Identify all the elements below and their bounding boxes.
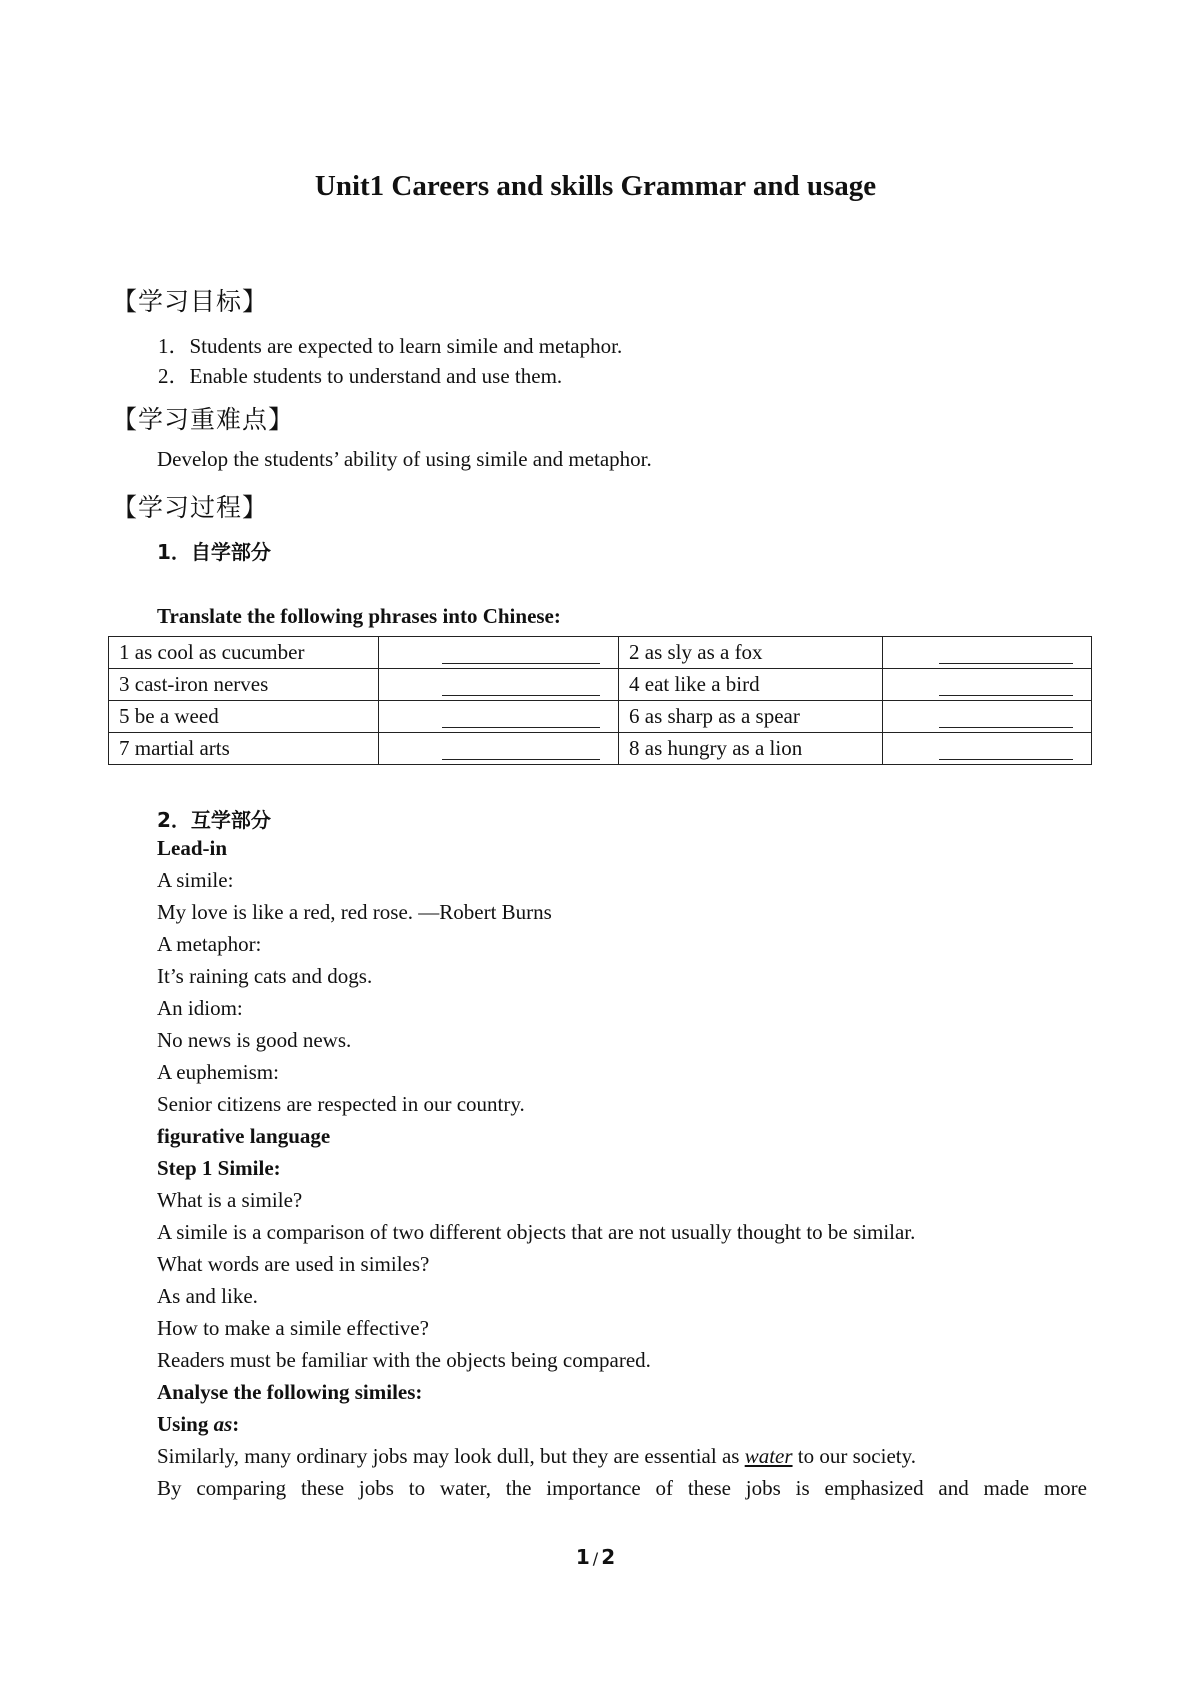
phrases-table — [108, 636, 1092, 765]
blank-line — [939, 709, 1073, 728]
text-line: Senior citizens are respected in our country. — [157, 1092, 525, 1116]
text-line: A metaphor: — [157, 932, 262, 956]
using-colon: : — [232, 1412, 240, 1436]
blank-line — [939, 645, 1073, 664]
phrase-cell: 7 martial arts — [109, 733, 379, 765]
text-line: As and like. — [157, 1284, 258, 1308]
text-line: What is a simile? — [157, 1188, 303, 1212]
text-line: An idiom: — [157, 996, 243, 1020]
table-row — [109, 733, 1092, 765]
part1-instruction: Translate the following phrases into Chinese: — [157, 604, 561, 628]
blank-line — [939, 677, 1073, 696]
blank-line — [442, 645, 600, 664]
text-line: Readers must be familiar with the objects being compared. — [157, 1348, 651, 1372]
answer-blank[interactable] — [883, 701, 1092, 733]
phrase-cell: 2 as sly as a fox — [619, 637, 883, 669]
phrase-cell: 3 cast-iron nerves — [109, 669, 379, 701]
phrase-cell: 5 be a weed — [109, 701, 379, 733]
step1-heading: Step 1 Simile: — [157, 1156, 281, 1180]
objective-item-2: 2．Enable students to understand and use them. — [158, 364, 563, 388]
key-points-text: Develop the students’ ability of using simile and metaphor. — [157, 447, 652, 471]
text-line: How to make a simile effective? — [157, 1316, 429, 1340]
answer-blank[interactable] — [379, 733, 619, 765]
blank-line — [442, 741, 600, 760]
phrase-cell: 4 eat like a bird — [619, 669, 883, 701]
page-title: Unit1 Careers and skills Grammar and usage — [314, 170, 877, 202]
answer-blank[interactable] — [883, 637, 1092, 669]
answer-blank[interactable] — [883, 733, 1092, 765]
page-total: 2 — [601, 1545, 616, 1569]
phrase-cell: 1 as cool as cucumber — [109, 637, 379, 669]
example-sentence — [157, 1444, 916, 1469]
figurative-language-label: figurative language — [157, 1124, 331, 1148]
answer-blank[interactable] — [883, 669, 1092, 701]
table-row — [109, 669, 1092, 701]
text-line: A simile is a comparison of two different objects that are not usually thought to be similar. — [157, 1220, 916, 1244]
page-separator: / — [592, 1549, 599, 1568]
answer-blank[interactable] — [379, 669, 619, 701]
blank-line — [442, 677, 600, 696]
process-heading: 【学习过程】 — [112, 493, 269, 522]
phrase-cell: 6 as sharp as a spear — [619, 701, 883, 733]
blank-line — [939, 741, 1073, 760]
using-word: as — [213, 1412, 233, 1436]
example-explanation: By comparing these jobs to water, the importance of these jobs is emphasized and made more — [157, 1476, 1087, 1500]
objective-item-1: 1．Students are expected to learn simile and metaphor. — [158, 334, 623, 358]
example-word: water — [744, 1444, 793, 1468]
table-row — [109, 701, 1092, 733]
page-current: 1 — [575, 1545, 590, 1569]
text-line: A euphemism: — [157, 1060, 279, 1084]
text-line: My love is like a red, red rose. —Robert Burns — [157, 900, 552, 924]
page-number — [0, 1545, 1191, 1569]
table-row — [109, 637, 1092, 669]
lead-in-label: Lead-in — [157, 836, 228, 860]
objectives-heading: 【学习目标】 — [112, 287, 269, 316]
blank-line — [442, 709, 600, 728]
example-pre: Similarly, many ordinary jobs may look dull, but they are essential as — [157, 1444, 745, 1468]
example-post: to our society. — [792, 1444, 916, 1468]
part1-heading: 1．自学部分 — [157, 540, 271, 564]
part2-heading: 2．互学部分 — [157, 808, 271, 832]
text-line: No news is good news. — [157, 1028, 352, 1052]
text-line: What words are used in similes? — [157, 1252, 430, 1276]
text-line: A simile: — [157, 868, 234, 892]
using-label: Using — [157, 1412, 214, 1436]
answer-blank[interactable] — [379, 637, 619, 669]
answer-blank[interactable] — [379, 701, 619, 733]
using-as-heading — [157, 1412, 239, 1437]
key-points-heading: 【学习重难点】 — [112, 405, 295, 434]
analyse-heading: Analyse the following similes: — [157, 1380, 423, 1404]
text-line: It’s raining cats and dogs. — [157, 964, 373, 988]
phrase-cell: 8 as hungry as a lion — [619, 733, 883, 765]
